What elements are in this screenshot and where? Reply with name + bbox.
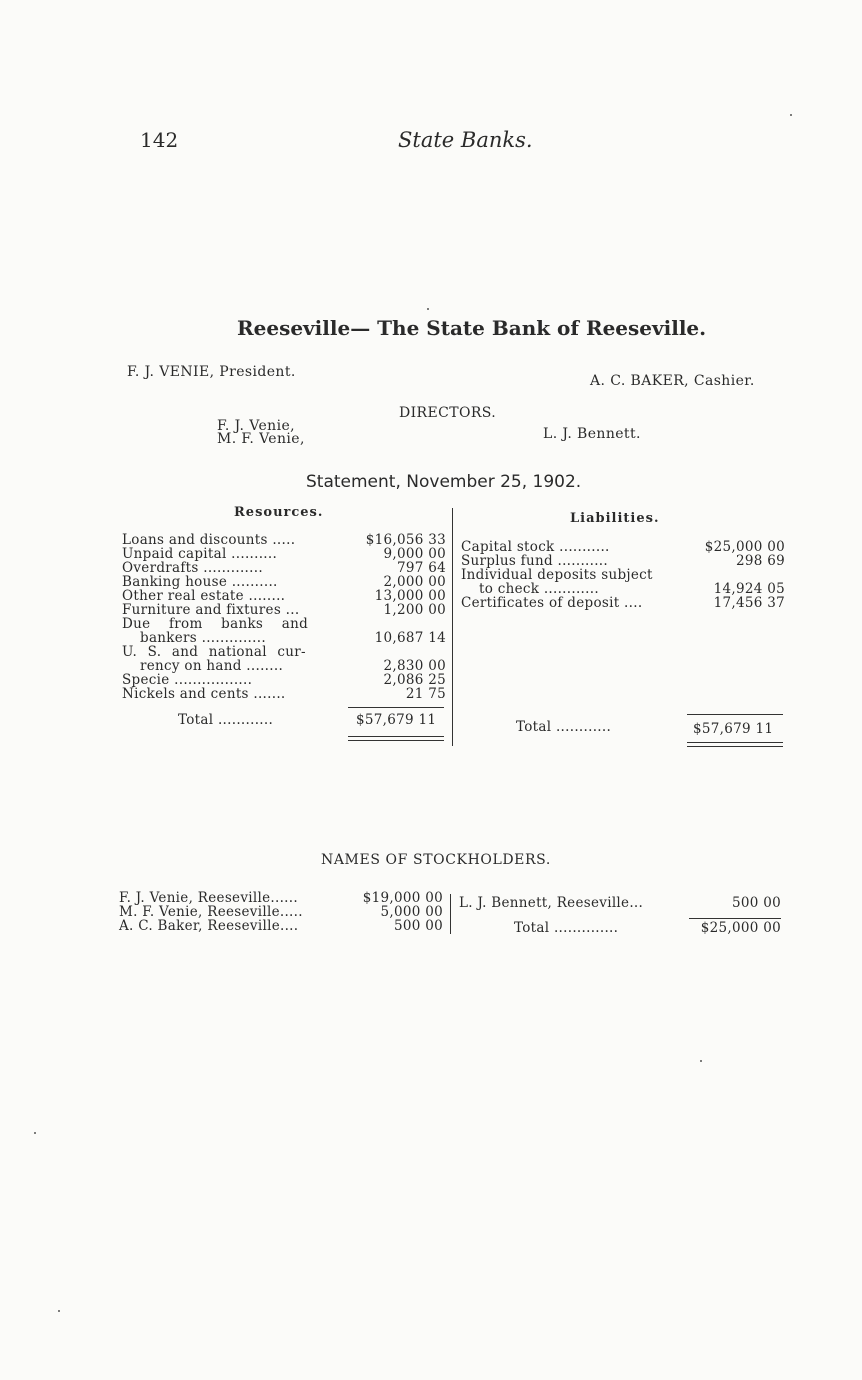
cashier-line: A. C. BAKER, Cashier. bbox=[590, 373, 755, 389]
liability-label-continued: to check ............ bbox=[479, 581, 599, 597]
resource-row bbox=[122, 575, 446, 589]
liabilities-heading: Liabilities. bbox=[570, 511, 660, 526]
stockholder-row bbox=[459, 896, 781, 910]
resources-subtotal-rule bbox=[348, 707, 444, 708]
resources-heading: Resources. bbox=[234, 505, 324, 520]
paper-speck bbox=[790, 114, 792, 116]
resource-row bbox=[122, 589, 446, 603]
stockholders-total-row bbox=[459, 921, 781, 935]
resource-label: Specie ................. bbox=[122, 672, 253, 688]
resources-total-label: Total ............ bbox=[178, 712, 274, 728]
resource-label: U. S. and national cur- bbox=[122, 644, 306, 660]
stockholder-amount: 500 00 bbox=[731, 895, 781, 911]
director-name: F. J. Venie, bbox=[217, 418, 295, 434]
resource-label: Other real estate ........ bbox=[122, 588, 286, 604]
stockholder-amount: 5,000 00 bbox=[380, 904, 443, 920]
resource-row bbox=[122, 533, 446, 547]
stockholder-name: L. J. Bennett, Reeseville... bbox=[459, 895, 644, 911]
resources-table bbox=[122, 533, 446, 701]
stockholder-amount: 500 00 bbox=[393, 918, 443, 934]
paper-speck bbox=[700, 1060, 702, 1062]
resource-label: Furniture and fixtures ... bbox=[122, 602, 300, 618]
stockholders-total-rule bbox=[689, 918, 781, 919]
resource-amount: $16,056 33 bbox=[365, 532, 446, 548]
liability-amount: 14,924 05 bbox=[713, 581, 785, 597]
resource-row bbox=[122, 645, 446, 673]
resource-row bbox=[122, 617, 446, 645]
stockholders-heading: NAMES OF STOCKHOLDERS. bbox=[321, 852, 551, 868]
stockholder-row bbox=[119, 919, 443, 933]
stockholder-name: F. J. Venie, Reeseville...... bbox=[119, 890, 298, 906]
resource-label: Unpaid capital .......... bbox=[122, 546, 278, 562]
president-line: F. J. VENIE, President. bbox=[127, 364, 296, 380]
liability-row bbox=[461, 596, 785, 610]
paper-speck bbox=[58, 1310, 60, 1312]
stockholder-name: M. F. Venie, Reeseville..... bbox=[119, 904, 303, 920]
liability-row bbox=[461, 568, 785, 596]
resource-label-continued: rency on hand ........ bbox=[140, 658, 284, 674]
resource-row bbox=[122, 603, 446, 617]
liability-label: Capital stock ........... bbox=[461, 539, 610, 555]
resource-amount: 2,000 00 bbox=[383, 574, 446, 590]
directors-heading: DIRECTORS. bbox=[399, 405, 497, 421]
director-name: M. F. Venie, bbox=[217, 431, 305, 447]
resource-amount: 1,200 00 bbox=[383, 602, 446, 618]
liabilities-subtotal-rule bbox=[687, 714, 783, 715]
stockholder-row bbox=[119, 905, 443, 919]
stockholders-right-list bbox=[459, 896, 781, 935]
resource-amount: 21 75 bbox=[405, 686, 446, 702]
stockholder-row bbox=[119, 891, 443, 905]
director-name: L. J. Bennett. bbox=[543, 426, 641, 442]
liability-amount: 17,456 37 bbox=[713, 595, 785, 611]
column-divider bbox=[452, 508, 453, 746]
resource-label: Nickels and cents ....... bbox=[122, 686, 286, 702]
resource-row bbox=[122, 673, 446, 687]
liabilities-total-rule bbox=[687, 746, 783, 747]
resource-label: Banking house .......... bbox=[122, 574, 278, 590]
resource-label: Due from banks and bbox=[122, 616, 309, 632]
running-title: State Banks. bbox=[398, 128, 533, 152]
paper-speck bbox=[427, 308, 429, 310]
liability-label: Surplus fund ........... bbox=[461, 553, 608, 569]
resource-amount: 2,830 00 bbox=[383, 658, 446, 674]
stockholders-divider bbox=[450, 894, 451, 934]
resource-label-continued: bankers .............. bbox=[140, 630, 266, 646]
liability-row bbox=[461, 540, 785, 554]
liabilities-total-amount: $57,679 11 bbox=[693, 721, 774, 737]
stockholder-name: A. C. Baker, Reeseville.... bbox=[119, 918, 299, 934]
stockholder-amount: $19,000 00 bbox=[362, 890, 443, 906]
stockholders-total-amount: $25,000 00 bbox=[700, 920, 781, 936]
resource-amount: 2,086 25 bbox=[383, 672, 446, 688]
resource-amount: 9,000 00 bbox=[383, 546, 446, 562]
resource-label: Overdrafts ............. bbox=[122, 560, 263, 576]
resources-total-amount: $57,679 11 bbox=[356, 712, 437, 728]
resource-amount: 13,000 00 bbox=[374, 588, 446, 604]
liability-amount: 298 69 bbox=[735, 553, 785, 569]
resources-total-rule bbox=[348, 736, 444, 737]
paper-speck bbox=[34, 1132, 36, 1134]
liability-label: Certificates of deposit .... bbox=[461, 595, 643, 611]
stockholders-left-list bbox=[119, 891, 443, 933]
bank-title: Reeseville— The State Bank of Reeseville. bbox=[237, 316, 707, 340]
resource-label: Loans and discounts ..... bbox=[122, 532, 296, 548]
liabilities-total-rule bbox=[687, 742, 783, 743]
statement-heading: Statement, November 25, 1902. bbox=[306, 472, 582, 492]
stockholders-total-label: Total .............. bbox=[514, 920, 619, 936]
resource-amount: 797 64 bbox=[396, 560, 446, 576]
resource-row bbox=[122, 547, 446, 561]
resources-total-rule bbox=[348, 740, 444, 741]
resource-row bbox=[122, 561, 446, 575]
liability-row bbox=[461, 554, 785, 568]
resource-amount: 10,687 14 bbox=[374, 630, 446, 646]
liabilities-table bbox=[461, 540, 785, 610]
liability-label: Individual deposits subject bbox=[461, 567, 653, 583]
page-number: 142 bbox=[140, 128, 179, 152]
resource-row bbox=[122, 687, 446, 701]
liability-amount: $25,000 00 bbox=[704, 539, 785, 555]
liabilities-total-label: Total ............ bbox=[516, 719, 612, 735]
